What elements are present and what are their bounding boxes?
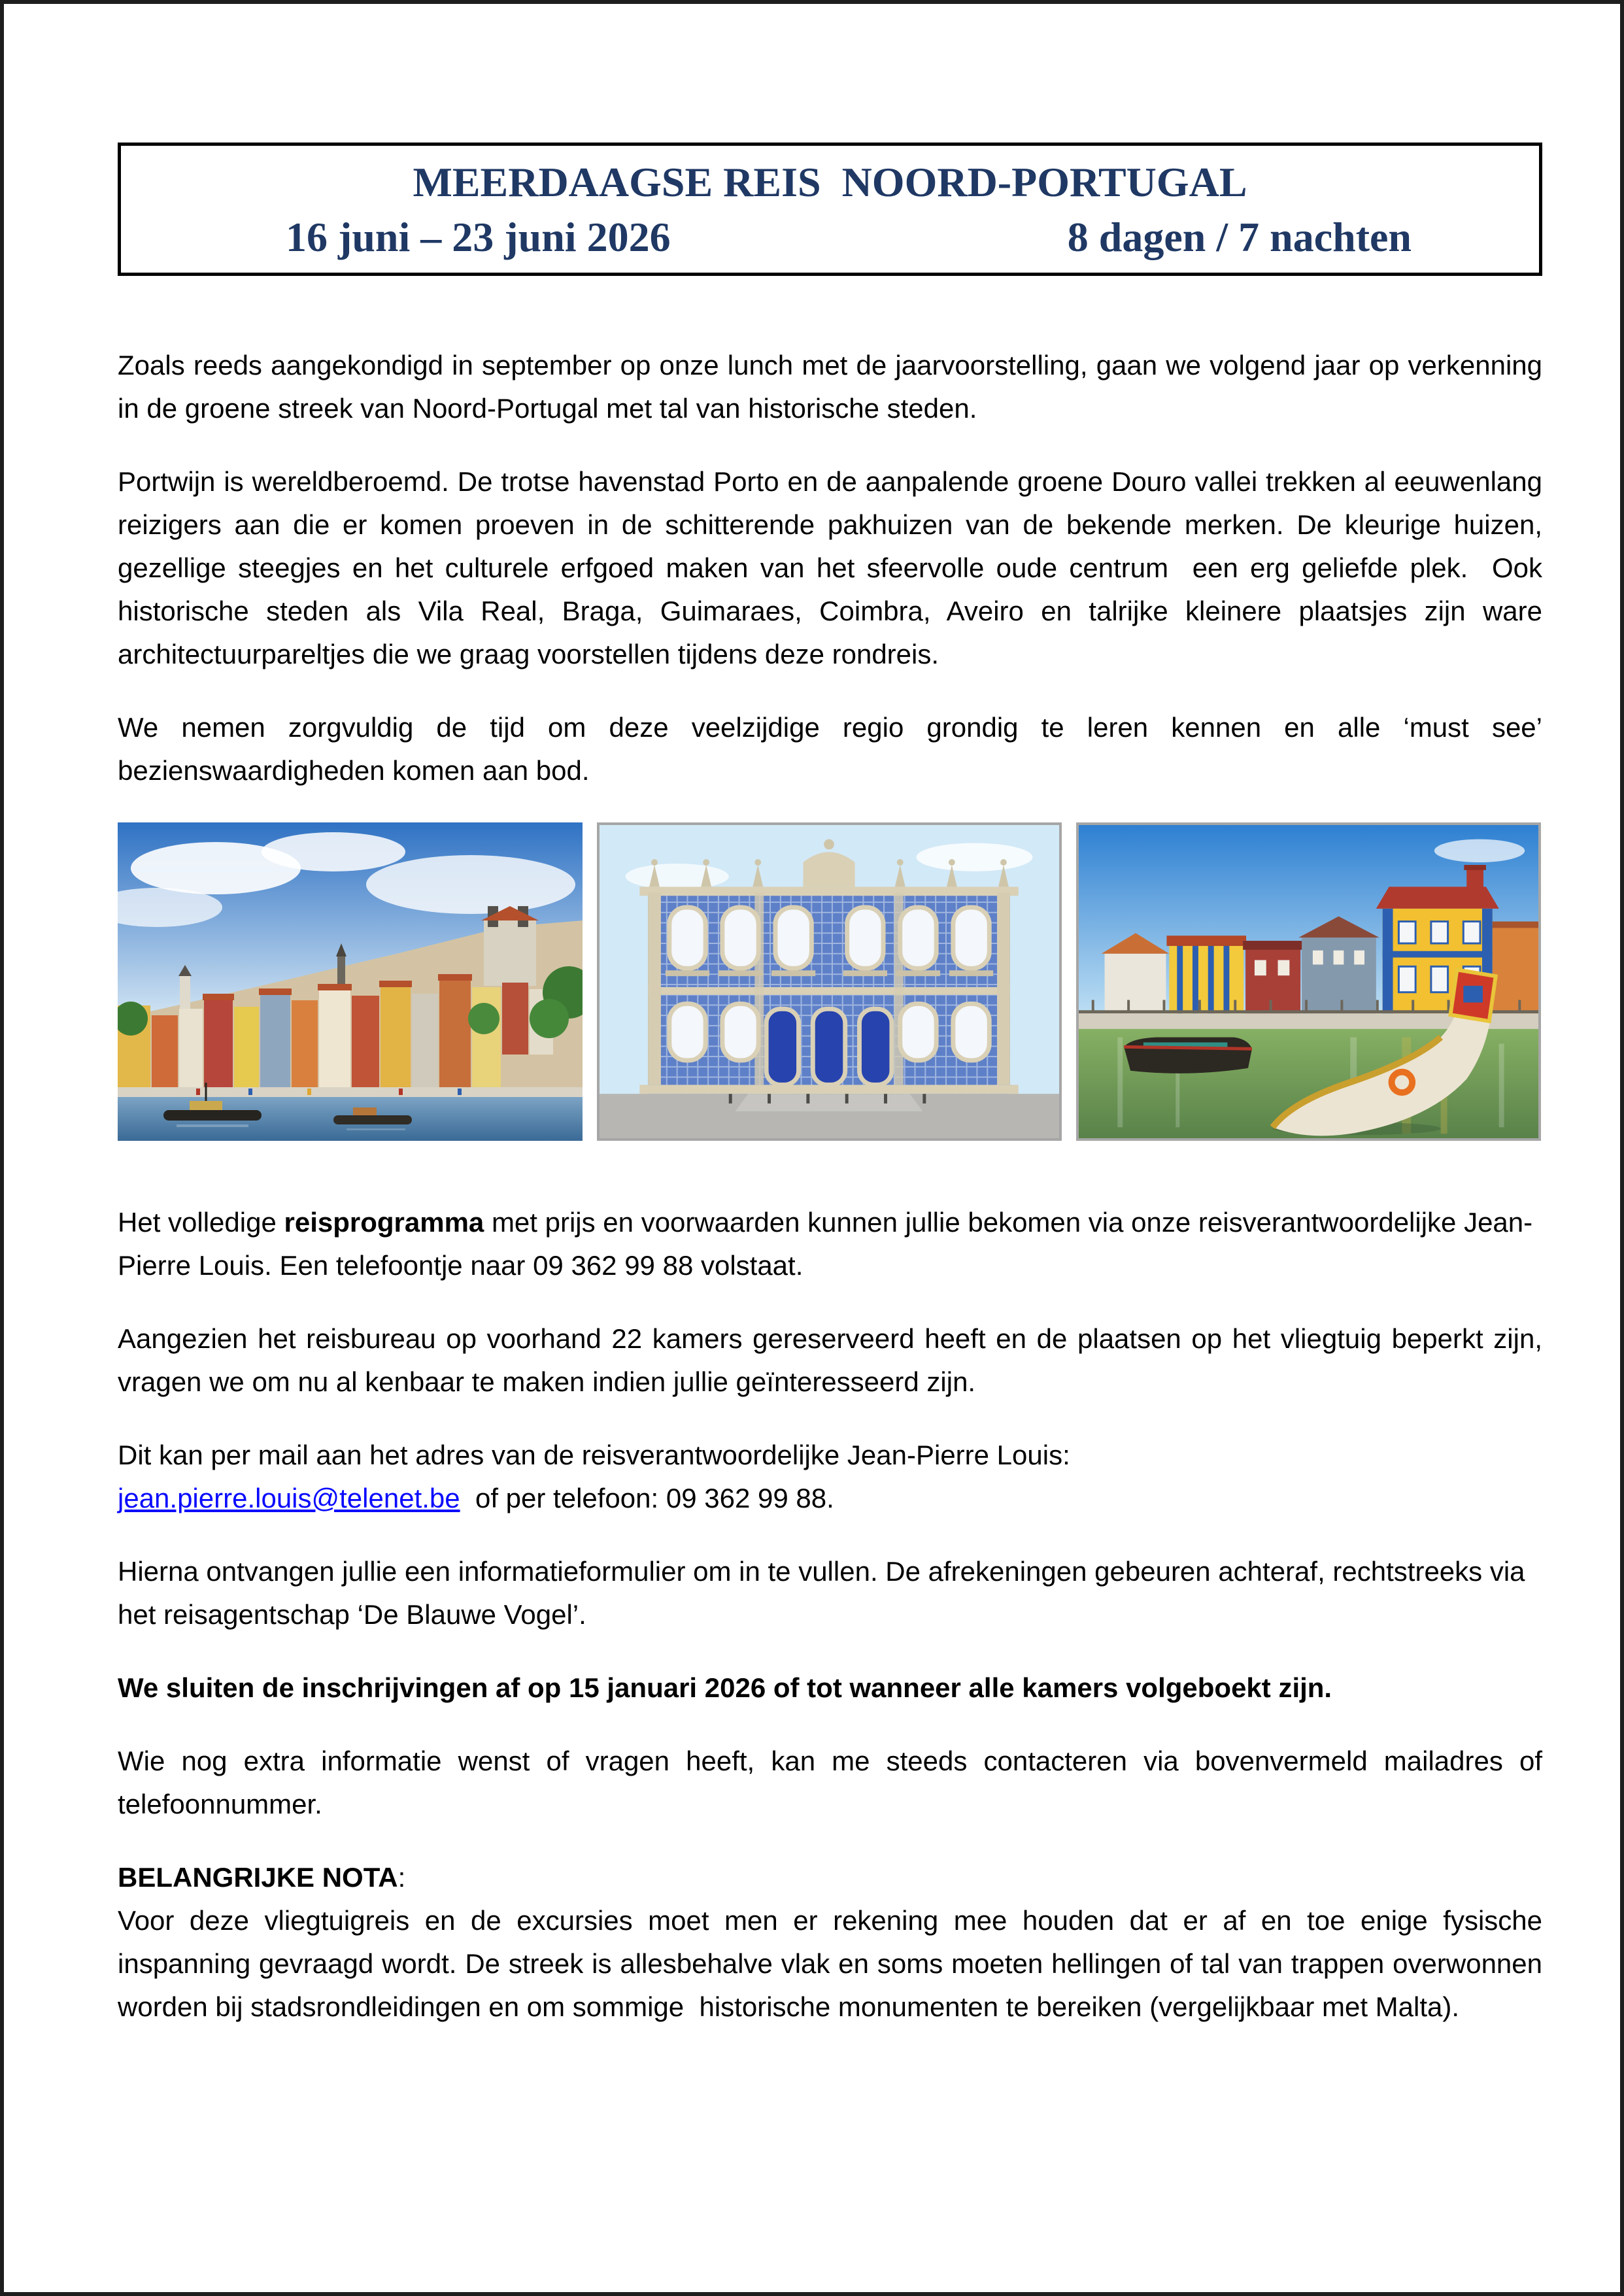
paragraph-contact <box>118 1434 1542 1520</box>
paragraph-important-note <box>118 1856 1550 2029</box>
contact-phone: of per telefoon: 09 362 99 88. <box>460 1483 834 1513</box>
paragraph-rooms: Aangezien het reisbureau op voorhand 22 kamers gereserveerd heeft en de plaatsen op het vliegtuig beperkt zijn, vragen we om nu al kenbaar te maken indien jullie geïnteresseerd zijn. <box>118 1323 1550 1397</box>
paragraph-extra-info: Wie nog extra informatie wenst of vragen heeft, kan me steeds contacteren via bovenvermeld mailadres of telefoonnummer. <box>118 1746 1550 1819</box>
paragraph-program <box>118 1201 1542 1287</box>
note-colon: : <box>398 1862 406 1893</box>
note-body: Voor deze vliegtuigreis en de excursies moet men er rekening mee houden dat er af en toe enige fysische inspanning gevraagd wordt. De streek is allesbehalve vlak en soms moeten hellingen of tal van trappen overwonnen worden bij stadsrondleidingen en om sommige historische monumenten te bereiken (vergelijkbaar met Malta). <box>118 1905 1550 2022</box>
photo-porto-ribeira <box>118 822 583 1141</box>
header-box <box>118 143 1542 276</box>
program-text-prefix: Het volledige <box>118 1207 284 1238</box>
paragraph-form: Hierna ontvangen jullie een informatieformulier om in te vullen. De afrekeningen gebeuren achteraf, rechtstreeks via het reisagentschap ‘De Blauwe Vogel’. <box>118 1556 1533 1630</box>
photo-row <box>118 822 1542 1141</box>
paragraph-deadline: We sluiten de inschrijvingen af op 15 januari 2026 of tot wanneer alle kamers volgeboekt zijn. <box>118 1672 1332 1703</box>
program-text-suffix: met prijs en voorwaarden kunnen jullie bekomen via onze reisverantwoordelijke Jean-Pierre Louis. Een telefoontje naar 09 362 99 88 volstaat. <box>118 1207 1533 1281</box>
header-subtitle <box>121 210 1539 265</box>
date-range: 16 juni – 23 juni 2026 <box>286 214 671 260</box>
program-keyword: reisprogramma <box>284 1207 484 1238</box>
document-body <box>118 344 1550 2029</box>
page-title: MEERDAAGSE REIS NOORD-PORTUGAL <box>413 159 1247 205</box>
photo-braga-palace <box>597 822 1062 1141</box>
email-link[interactable]: jean.pierre.louis@telenet.be <box>118 1483 460 1513</box>
paragraph-announcement: Zoals reeds aangekondigd in september op onze lunch met de jaarvoorstelling, gaan we volgend jaar op verkenning in de groene streek van Noord-Portugal met tal van historische steden. <box>118 350 1550 424</box>
note-heading: BELANGRIJKE NOTA <box>118 1862 398 1893</box>
paragraph-must-see: We nemen zorgvuldig de tijd om deze veelzijdige regio grondig te leren kennen en alle ‘must see’ bezienswaardigheden komen aan bod. <box>118 712 1550 786</box>
contact-intro: Dit kan per mail aan het adres van de reisverantwoordelijke Jean-Pierre Louis: <box>118 1440 1070 1470</box>
trip-duration: 8 dagen / 7 nachten <box>1067 214 1412 260</box>
photo-aveiro-boats <box>1076 822 1541 1141</box>
paragraph-porto-description: Portwijn is wereldberoemd. De trotse havenstad Porto en de aanpalende groene Douro vallei trekken al eeuwenlang reizigers aan die er komen proeven in de schitterende pakhuizen van de bekende merken. De kleurige huizen, gezellige steegjes en het culturele erfgoed maken van het sfeervolle oude centrum een erg geliefde plek. Ook historische steden als Vila Real, Braga, Guimaraes, Coimbra, Aveiro en talrijke kleinere plaatsjes zijn ware architectuurpareltjes die we graag voorstellen tijdens deze rondreis. <box>118 466 1550 669</box>
